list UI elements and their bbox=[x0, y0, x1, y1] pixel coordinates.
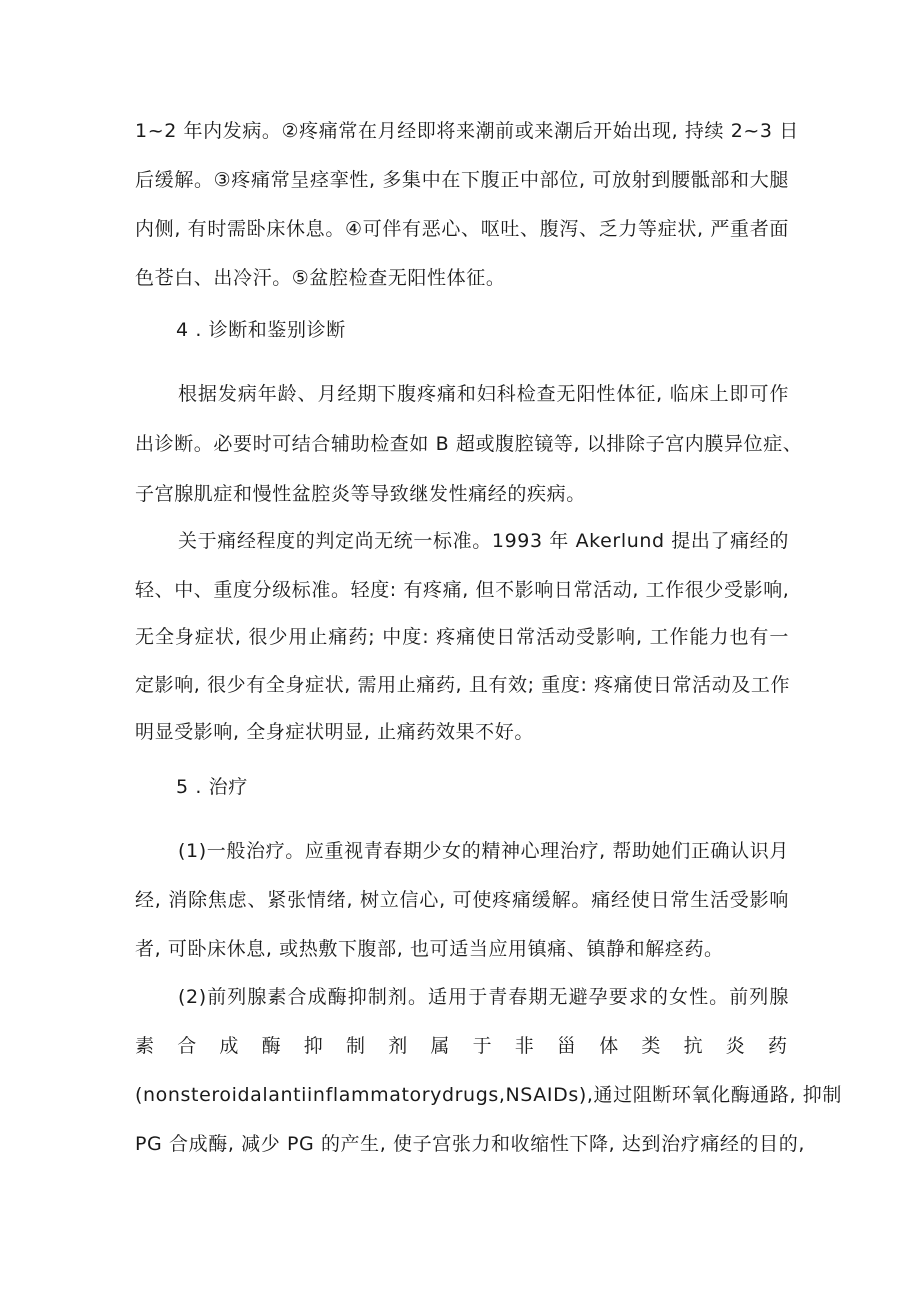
paragraph-line: (2)前列腺素合成酶抑制剂。适用于青春期无避孕要求的女性。前列腺 bbox=[178, 986, 789, 1008]
paragraph-line: 轻、中、重度分级标准。轻度: 有疼痛, 但不影响日常活动, 工作很少受影响, bbox=[135, 579, 790, 601]
paragraph-line: 根据发病年龄、月经期下腹疼痛和妇科检查无阳性体征, 临床上即可作 bbox=[178, 383, 789, 405]
paragraph-line: 后缓解。③疼痛常呈痉挛性, 多集中在下腹正中部位, 可放射到腰骶部和大腿 bbox=[135, 169, 789, 191]
paragraph-line: PG 合成酶, 减少 PG 的产生, 使子宫张力和收缩性下降, 达到治疗痛经的目的, bbox=[135, 1133, 805, 1155]
paragraph-line: 经, 消除焦虑、紧张情绪, 树立信心, 可使疼痛缓解。痛经使日常生活受影响 bbox=[135, 889, 789, 911]
paragraph-line: 素 合 成 酶 抑 制 剂 属 于 非 甾 体 类 抗 炎 药 bbox=[135, 1035, 789, 1057]
paragraph-line: 无全身症状, 很少用止痛药; 中度: 疼痛使日常活动受影响, 工作能力也有一 bbox=[135, 626, 789, 648]
paragraph-line: 定影响, 很少有全身症状, 需用止痛药, 且有效; 重度: 疼痛使日常活动及工作 bbox=[135, 674, 791, 696]
paragraph-line: 内侧, 有时需卧床休息。④可伴有恶心、呕吐、腹泻、乏力等症状, 严重者面 bbox=[135, 218, 789, 240]
paragraph-line: 1~2 年内发病。②疼痛常在月经即将来潮前或来潮后开始出现, 持续 2~3 日 bbox=[135, 120, 799, 142]
section-heading: 5 . 治疗 bbox=[176, 776, 248, 798]
paragraph-line: (nonsteroidalantiinflammatorydrugs,NSAIDs),通过阻断环氧化酶通路, 抑制 bbox=[135, 1084, 842, 1106]
paragraph-line: 色苍白、出冷汗。⑤盆腔检查无阳性体征。 bbox=[135, 267, 506, 289]
paragraph-line: 出诊断。必要时可结合辅助检查如 B 超或腹腔镜等, 以排除子宫内膜异位症、 bbox=[135, 433, 803, 455]
paragraph-line: 子宫腺肌症和慢性盆腔炎等导致继发性痛经的疾病。 bbox=[135, 483, 586, 505]
section-heading: 4 . 诊断和鉴别诊断 bbox=[176, 319, 346, 341]
paragraph-line: 关于痛经程度的判定尚无统一标准。1993 年 Akerlund 提出了痛经的 bbox=[178, 530, 789, 552]
paragraph-line: 者, 可卧床休息, 或热敷下腹部, 也可适当应用镇痛、镇静和解痉药。 bbox=[135, 938, 724, 960]
paragraph-line: 明显受影响, 全身症状明显, 止痛药效果不好。 bbox=[135, 721, 534, 743]
paragraph-line: (1)一般治疗。应重视青春期少女的精神心理治疗, 帮助她们正确认识月 bbox=[178, 840, 789, 862]
